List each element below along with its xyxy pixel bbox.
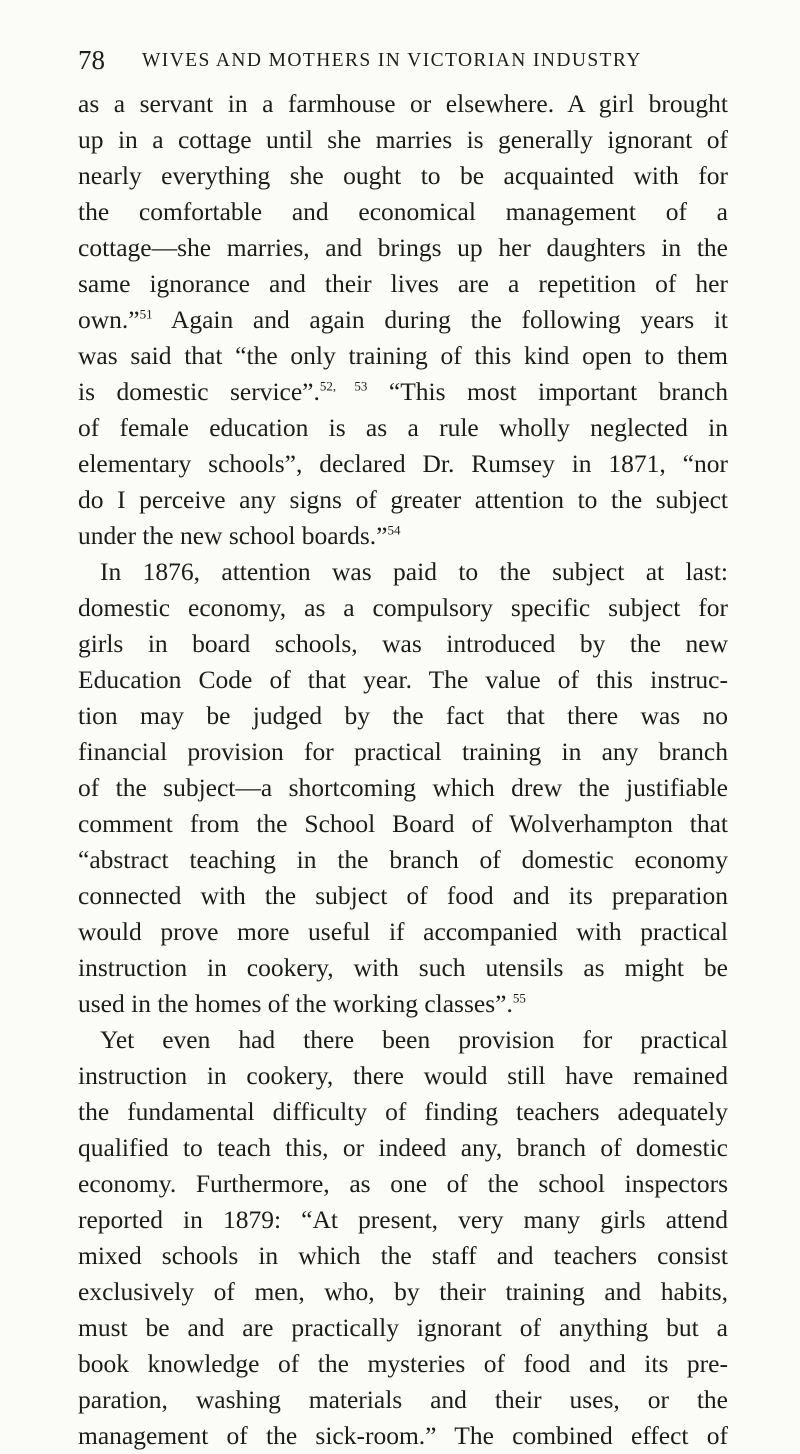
line-text: financial provision for practical training in any branch xyxy=(78,737,728,766)
text-line xyxy=(78,806,728,842)
text-line xyxy=(78,266,728,302)
line-text: do I perceive any signs of greater attention to the subject xyxy=(78,485,728,514)
footnote-reference: 54 xyxy=(387,522,401,538)
text-line xyxy=(78,1094,728,1130)
text-line xyxy=(78,410,728,446)
text-line xyxy=(78,1382,728,1418)
line-text: girls in board schools, was introduced by the new xyxy=(78,629,728,658)
line-text: of female education is as a rule wholly neglected in xyxy=(78,413,728,442)
line-text: exclusively of men, who, by their training and habits, xyxy=(78,1277,728,1306)
text-line xyxy=(78,1202,728,1238)
text-line xyxy=(78,194,728,230)
text-line xyxy=(78,950,728,986)
text-line xyxy=(78,662,728,698)
footnote-reference: 51 xyxy=(139,306,153,322)
line-text: mixed schools in which the staff and teachers consist xyxy=(78,1241,728,1270)
line-text: used in the homes of the working classes”. xyxy=(78,989,513,1018)
text-line xyxy=(78,590,728,626)
line-text: comment from the School Board of Wolverhampton that xyxy=(78,809,728,838)
text-line xyxy=(78,914,728,950)
line-text: the fundamental difficulty of finding teachers adequately xyxy=(78,1097,728,1126)
line-text: economy. Furthermore, as one of the school inspectors xyxy=(78,1169,728,1198)
line-text: management of the sick-room.” The combined effect of xyxy=(78,1421,728,1450)
footnote-reference: 55 xyxy=(512,990,526,1006)
text-line xyxy=(78,554,728,590)
text-line xyxy=(78,842,728,878)
text-line xyxy=(78,1310,728,1346)
line-text: would prove more useful if accompanied with practical xyxy=(78,917,728,946)
line-text: own.” xyxy=(78,305,140,334)
text-line xyxy=(78,338,728,374)
text-line xyxy=(78,878,728,914)
line-text: qualified to teach this, or indeed any, branch of domestic xyxy=(78,1133,728,1162)
text-line xyxy=(78,734,728,770)
text-line xyxy=(78,1166,728,1202)
line-text: connected with the subject of food and its preparation xyxy=(78,881,728,910)
line-text: must be and are practically ignorant of anything but a xyxy=(78,1313,728,1342)
line-text: nearly everything she ought to be acquainted with for xyxy=(78,161,728,190)
line-text: under the new school boards.” xyxy=(78,521,388,550)
page-header xyxy=(78,44,728,76)
text-line xyxy=(78,1130,728,1166)
text-line xyxy=(78,86,728,122)
line-text: In 1876, attention was paid to the subject at last: xyxy=(100,557,728,586)
text-line xyxy=(78,482,728,518)
line-text: same ignorance and their lives are a repetition of her xyxy=(78,269,728,298)
text-line xyxy=(78,698,728,734)
line-text: cottage—she marries, and brings up her daughters in the xyxy=(78,233,728,262)
running-head: WIVES AND MOTHERS IN VICTORIAN INDUSTRY xyxy=(142,50,642,71)
body-text xyxy=(78,86,728,1454)
line-text: book knowledge of the mysteries of food and its pre- xyxy=(78,1349,728,1378)
line-text: is domestic service”. xyxy=(78,377,320,406)
line-text: instruction in cookery, with such utensils as might be xyxy=(78,953,728,982)
line-text: Education Code of that year. The value of this instruc- xyxy=(78,665,728,694)
line-text: elementary schools”, declared Dr. Rumsey in 1871, “nor xyxy=(78,449,728,478)
line-text: instruction in cookery, there would still have remained xyxy=(78,1061,728,1090)
text-line xyxy=(78,986,728,1022)
text-line xyxy=(78,518,728,554)
line-text: as a servant in a farmhouse or elsewhere. A girl brought xyxy=(78,89,728,118)
line-text: paration, washing materials and their uses, or the xyxy=(78,1385,728,1414)
line-text-continued: “This most important branch xyxy=(367,377,728,406)
line-text: domestic economy, as a compulsory specific subject for xyxy=(78,593,728,622)
line-text: was said that “the only training of this kind open to them xyxy=(78,341,728,370)
line-text: up in a cottage until she marries is generally ignorant of xyxy=(78,125,728,154)
text-line xyxy=(78,1058,728,1094)
text-line xyxy=(78,230,728,266)
text-line xyxy=(78,374,728,410)
text-line xyxy=(78,1274,728,1310)
line-text: Yet even had there been provision for practical xyxy=(100,1025,728,1054)
line-text-continued: Again and again during the following years it xyxy=(152,305,728,334)
page-number: 78 xyxy=(78,45,105,75)
line-text: “abstract teaching in the branch of domestic economy xyxy=(78,845,728,874)
text-line xyxy=(78,1418,728,1454)
text-line xyxy=(78,1238,728,1274)
text-line xyxy=(78,158,728,194)
text-line xyxy=(78,770,728,806)
text-line xyxy=(78,626,728,662)
line-text: the comfortable and economical management of a xyxy=(78,197,728,226)
text-line xyxy=(78,1346,728,1382)
text-line xyxy=(78,446,728,482)
footnote-reference: 52, 53 xyxy=(319,378,368,394)
line-text: of the subject—a shortcoming which drew the justifiable xyxy=(78,773,728,802)
line-text: tion may be judged by the fact that there was no xyxy=(78,701,728,730)
line-text: reported in 1879: “At present, very many girls attend xyxy=(78,1205,728,1234)
text-line xyxy=(78,1022,728,1058)
text-line xyxy=(78,122,728,158)
text-line xyxy=(78,302,728,338)
